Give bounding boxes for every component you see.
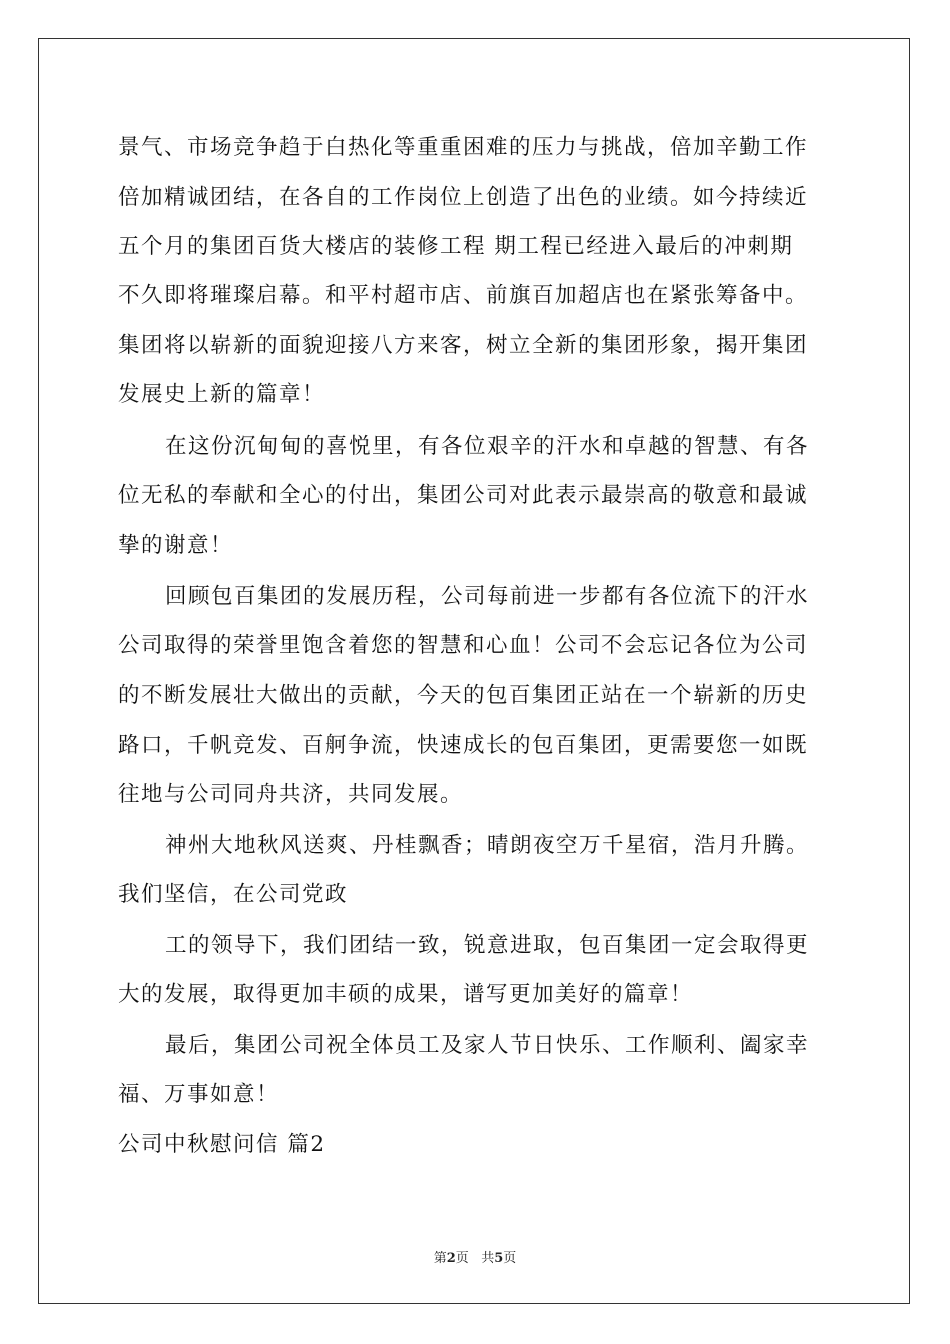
text-line-1: 景气、市场竞争趋于白热化等重重困难的压力与挑战，倍加辛勤工作 [118, 135, 809, 160]
text-line-9: 挚的谢意！ [118, 533, 234, 558]
page-prefix: 第 [433, 1251, 447, 1266]
text-line-10: 回顾包百集团的发展历程，公司每前进一步都有各位流下的汗水 [165, 584, 810, 609]
text-line-5: 集团将以崭新的面貌迎接八方来客，树立全新的集团形象，揭开集团 [118, 333, 809, 358]
text-line-14: 往地与公司同舟共济，共同发展。 [118, 782, 464, 807]
text-line-4: 不久即将璀璨启幕。和平村超市店、前旗百加超店也在紧张筹备中。 [118, 283, 809, 308]
text-line-17: 工的领导下，我们团结一致，锐意进取，包百集团一定会取得更 [165, 933, 810, 958]
text-line-12: 的不断发展壮大做出的贡献，今天的包百集团正站在一个崭新的历史 [118, 683, 809, 708]
text-line-6: 发展史上新的篇章！ [118, 382, 326, 407]
page-border [38, 38, 910, 1304]
total-pages: 5 [494, 1251, 504, 1266]
text-line-7: 在这份沉甸甸的喜悦里，有各位艰辛的汗水和卓越的智慧、有各 [165, 434, 810, 459]
page-number: 2 [446, 1251, 456, 1266]
text-line-2: 倍加精诚团结，在各自的工作岗位上创造了出色的业绩。如今持续近 [118, 185, 809, 210]
text-line-18: 大的发展，取得更加丰硕的成果，谱写更加美好的篇章！ [118, 982, 694, 1007]
text-line-11: 公司取得的荣誉里饱含着您的智慧和心血！公司不会忘记各位为公司 [118, 633, 809, 658]
text-line-16: 我们坚信，在公司党政 [118, 882, 349, 907]
text-line-13: 路口，千帆竞发、百舸争流，快速成长的包百集团，更需要您一如既 [118, 733, 809, 758]
section-heading: 公司中秋慰问信 篇2 [118, 1132, 326, 1157]
text-line-19: 最后，集团公司祝全体员工及家人节日快乐、工作顺利、阖家幸 [165, 1033, 810, 1058]
total-suffix: 页 [503, 1251, 517, 1266]
text-line-15: 神州大地秋风送爽、丹桂飘香；晴朗夜空万千星宿，浩月升腾。 [165, 833, 810, 858]
text-line-8: 位无私的奉献和全心的付出，集团公司对此表示最崇高的敬意和最诚 [118, 483, 809, 508]
page-suffix: 页 [455, 1251, 469, 1266]
text-line-20: 福、万事如意！ [118, 1082, 280, 1107]
page-footer [0, 1247, 950, 1266]
total-prefix: 共 [481, 1251, 495, 1266]
text-line-3: 五个月的集团百货大楼店的装修工程 期工程已经进入最后的冲刺期 [118, 234, 794, 259]
